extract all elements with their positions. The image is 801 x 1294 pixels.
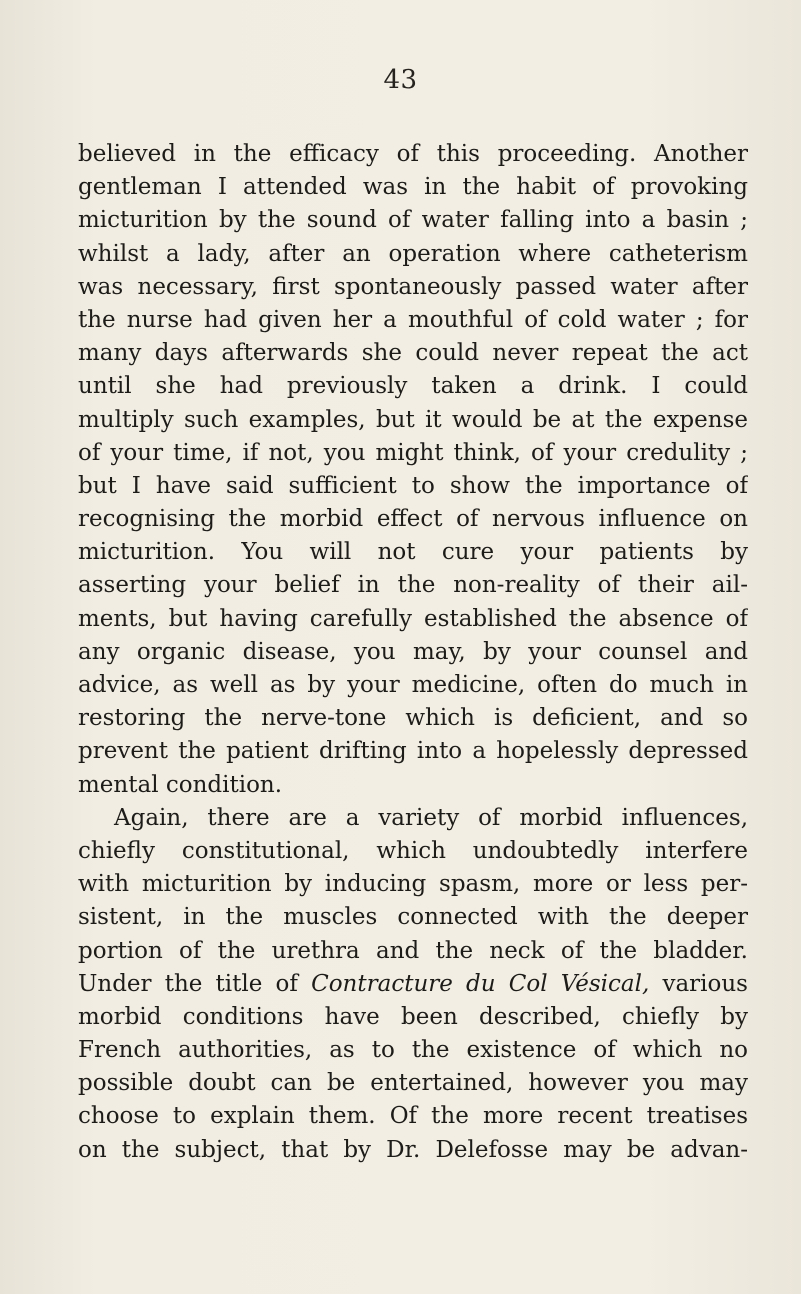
body-text <box>78 138 748 1167</box>
text-line: multiply such examples, but it would be at the expense <box>78 406 748 433</box>
text-line: recognising the morbid effect of nervous influence on <box>78 506 748 533</box>
text-fragment: Under the title of <box>78 970 298 997</box>
text-line: micturition by the sound of water falling into a basin ; <box>78 207 748 234</box>
paragraph-start-line: Again, there are a variety of morbid influences, <box>114 804 748 831</box>
text-line: French authorities, as to the existence of which no <box>78 1037 748 1064</box>
text-line: with micturition by inducing spasm, more or less per- <box>78 871 748 898</box>
text-line: but I have said sufficient to show the importance of <box>78 472 748 499</box>
italic-title: Contracture du Col Vésical, <box>311 970 650 997</box>
text-line: any organic disease, you may, by your counsel and <box>78 638 748 665</box>
paragraph-end-line: mental condition. <box>78 771 283 798</box>
text-line: restoring the nerve-tone which is deficient, and so <box>78 705 748 732</box>
page-number: 43 <box>383 65 418 95</box>
text-line-with-italic <box>78 968 748 1001</box>
text-line: morbid conditions have been described, chiefly by <box>78 1003 748 1030</box>
text-line: asserting your belief in the non-reality of their ail- <box>78 572 748 599</box>
text-line: portion of the urethra and the neck of the bladder. <box>78 937 748 964</box>
text-line: choose to explain them. Of the more recent treatises <box>78 1103 748 1130</box>
text-line: of your time, if not, you might think, of your credulity ; <box>78 439 748 466</box>
text-line: on the subject, that by Dr. Delefosse may be advan- <box>78 1136 748 1163</box>
text-line: sistent, in the muscles connected with the deeper <box>78 904 748 931</box>
text-fragment: various <box>662 970 748 997</box>
text-line: chiefly constitutional, which undoubtedly interfere <box>78 837 748 864</box>
text-line: micturition. You will not cure your patients by <box>78 539 748 566</box>
text-line: whilst a lady, after an operation where catheterism <box>78 240 748 267</box>
text-line: the nurse had given her a mouthful of cold water ; for <box>78 306 748 333</box>
text-line: believed in the efficacy of this proceeding. Another <box>78 141 748 167</box>
text-line: many days afterwards she could never repeat the act <box>78 340 748 367</box>
text-line: advice, as well as by your medicine, often do much in <box>78 672 748 698</box>
text-line: prevent the patient drifting into a hopelessly depressed <box>78 738 748 765</box>
text-line: until she had previously taken a drink. I could <box>78 373 748 400</box>
text-line: was necessary, first spontaneously passed water after <box>78 273 748 300</box>
text-line: ments, but having carefully established the absence of <box>78 605 748 632</box>
text-line: possible doubt can be entertained, however you may <box>78 1070 748 1097</box>
text-line: gentleman I attended was in the habit of provoking <box>78 174 748 201</box>
